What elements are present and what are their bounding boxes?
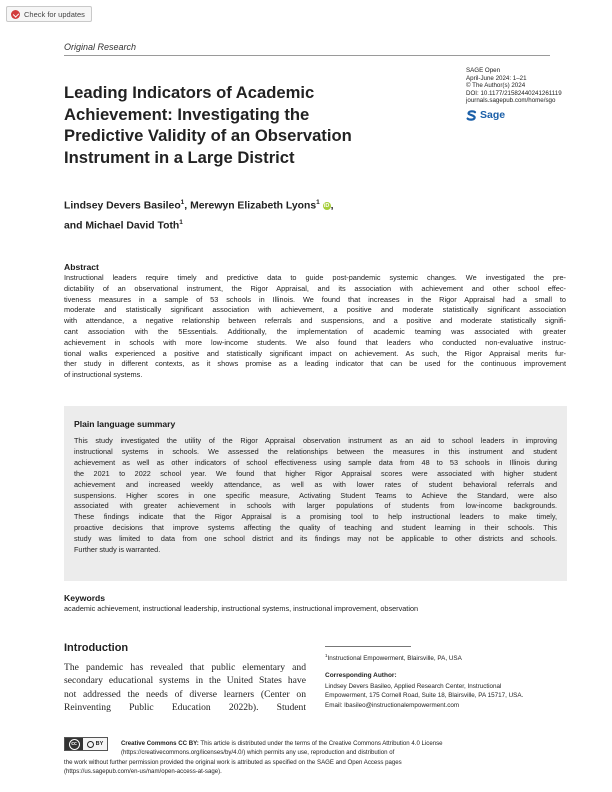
keywords-heading: Keywords [64, 593, 106, 603]
journal-info [466, 67, 566, 105]
plain-language-heading: Plain language summary [74, 419, 176, 429]
journal-issue: April-June 2024: 1–21 [466, 74, 527, 82]
by-icon: BY [83, 738, 107, 750]
introduction-body [64, 661, 306, 714]
abstract-line: with attendance, a negative relationship between referrals and suspensions, and a positive and moderate statistically signifi- [64, 316, 566, 326]
keywords-list: academic achievement, instructional leadership, instructional systems, instructional improvement, observation [64, 604, 419, 613]
abstract-line: achievement in schools with more low-income students. We also found that leaders who conducted non-evaluative instruc- [64, 337, 566, 347]
check-icon [11, 10, 20, 19]
abstract-line: tiveness measures in a sample of 53 schools in Illinois. We found that increases in the Rigor Appraisal had a small to [64, 294, 566, 304]
affiliation-marker: 1 [179, 218, 183, 226]
sage-logo [466, 109, 505, 121]
article-type: Original Research [64, 42, 137, 52]
body-line: Reinventing Public Education 2022b). Student [64, 701, 306, 713]
introduction-heading: Introduction [64, 642, 129, 654]
body-line: The pandemic has revealed that public elementary and [64, 662, 306, 673]
author-name[interactable]: Lindsey Devers Basileo [64, 200, 181, 212]
corresponding-line: Empowerment, 175 Cornell Road, Suite 18, Blairsville, PA 15717, USA. [325, 692, 524, 700]
abstract-line: moderate and statistically significant association with achievement, a positive and moderate statistically significant association [64, 305, 566, 315]
author-name[interactable]: and Michael David Toth [64, 220, 180, 232]
abstract-line: tional walks experienced a positive and statistically significant impact on achievement. As such, the Rigor Appraisal merits fur- [64, 348, 566, 358]
summary-line: This study investigated the utility of the Rigor Appraisal observation instrument as an aid to school leaders in improving [74, 436, 557, 445]
title-line: Instrument in a Large District [64, 147, 295, 167]
affiliation-marker: 1 [316, 199, 320, 206]
license-text: This article is distributed under the terms of the Creative Commons Attribution 4.0 License [198, 740, 443, 747]
abstract-line: dictability of an observational instrument, the Rigor Appraisal, and its association with achievement and other school effec- [64, 283, 566, 293]
affiliation-footnote [325, 653, 462, 662]
title-line: Leading Indicators of Academic [64, 83, 315, 102]
summary-line: Further study is warranted. [74, 545, 161, 555]
open-access-link[interactable]: (https://us.sagepub.com/en-us/nam/open-access-at-sage). [64, 767, 222, 775]
summary-line: proactive decisions that improve systems affecting the quality of teaching and student learning in their schools. This [74, 523, 557, 533]
abstract-line: cant association with the 5Essentials. Additionally, the implementation of academic teaming was associated with greater [64, 326, 566, 336]
summary-line: These findings indicate that the Rigor Appraisal is a promising tool to help instructional leaders to make timely, [74, 512, 557, 522]
abstract-line: Instructional leaders require timely and predictive data to guide post-pandemic systemic changes. We investigated the pre- [64, 273, 566, 282]
body-line: not addressed the needs of diverse learners (Center on [64, 688, 306, 700]
title-line: Achievement: Investigating the [64, 104, 310, 124]
affiliation-marker: 1 [325, 653, 328, 658]
license-lead: Creative Commons CC BY: [121, 740, 199, 747]
article-title [64, 82, 404, 168]
abstract-body [64, 273, 566, 381]
license-text: the work without further permission provided the original work is attributed as specified on the SAGE and Open Access pages [64, 758, 402, 766]
sage-s-icon [466, 110, 477, 121]
summary-line: achievement and increased weekly attendance, as well as with lower rates of student behavioral referrals and [74, 479, 557, 489]
abstract-line: ther study in different contexts, as it shows promise as a leading indicator that can be used for the continuous improvement [64, 359, 566, 369]
summary-line: the 2021 to 2022 school year. We found that higher Rigor Appraisal scores were associated with higher student [74, 468, 557, 478]
license-link[interactable]: (https://creativecommons.org/licenses/by/4.0/) which permits any use, reproduction and distribution of [121, 749, 395, 757]
license-statement [64, 739, 564, 776]
plain-language-body [74, 436, 557, 556]
corresponding-email-link[interactable]: Email: lbasileo@instructionalempowerment.com [325, 701, 460, 709]
corresponding-author-details [325, 682, 570, 710]
journal-doi-link[interactable]: DOI: 10.1177/21582440241261119 [466, 89, 562, 97]
footnote-divider [325, 646, 411, 647]
summary-line: instructional systems in schools. We assessed the relationships between the measures in this instrument and student [74, 446, 557, 456]
author-list: Lindsey Devers Basileo$^1$, Merewyn Elizabeth Lyons$^1$ iD, and Michael David Toth$^1$ [64, 199, 334, 232]
affiliation-marker: 1 [180, 199, 185, 206]
corresponding-author-heading: Corresponding Author: [325, 672, 397, 679]
affiliation-text: Instructional Empowerment, Blairsville, PA, USA [327, 655, 462, 663]
journal-name: SAGE Open [466, 67, 501, 74]
journal-home-link[interactable]: journals.sagepub.com/home/sgo [466, 97, 556, 105]
cc-icon: cc [65, 738, 83, 750]
author-name[interactable]: , Merewyn Elizabeth Lyons [184, 200, 317, 212]
check-for-updates-label: Check for updates [24, 9, 85, 19]
title-line: Predictive Validity of an Observation [64, 126, 352, 146]
orcid-icon[interactable]: iD [323, 203, 330, 210]
abstract-heading: Abstract [64, 262, 99, 272]
summary-line: achievement as well as other indicators of school effectiveness using sample data from 48 to 53 schools in Illinois during [74, 457, 557, 467]
corresponding-line: Lindsey Devers Basileo, Applied Research Center, Instructional [325, 683, 502, 690]
summary-line: associated with greater achievement in schools with larger populations of students from low-income backgrounds. [74, 501, 557, 511]
abstract-line: of instructional systems. [64, 370, 143, 380]
journal-copyright: © The Author(s) 2024 [466, 82, 526, 90]
summary-line: study was limited to data from one school district and its findings may not be applicable to other districts and schools. [74, 534, 557, 544]
check-for-updates-button[interactable] [6, 6, 92, 22]
summary-line: suspensions. Higher scores in one specific measure, Activating Student Teams to Achieve the Standard, were also [74, 490, 557, 500]
body-line: secondary educational systems in the United States have [64, 675, 306, 687]
sage-wordmark: Sage [480, 109, 506, 121]
header-divider [64, 55, 550, 56]
